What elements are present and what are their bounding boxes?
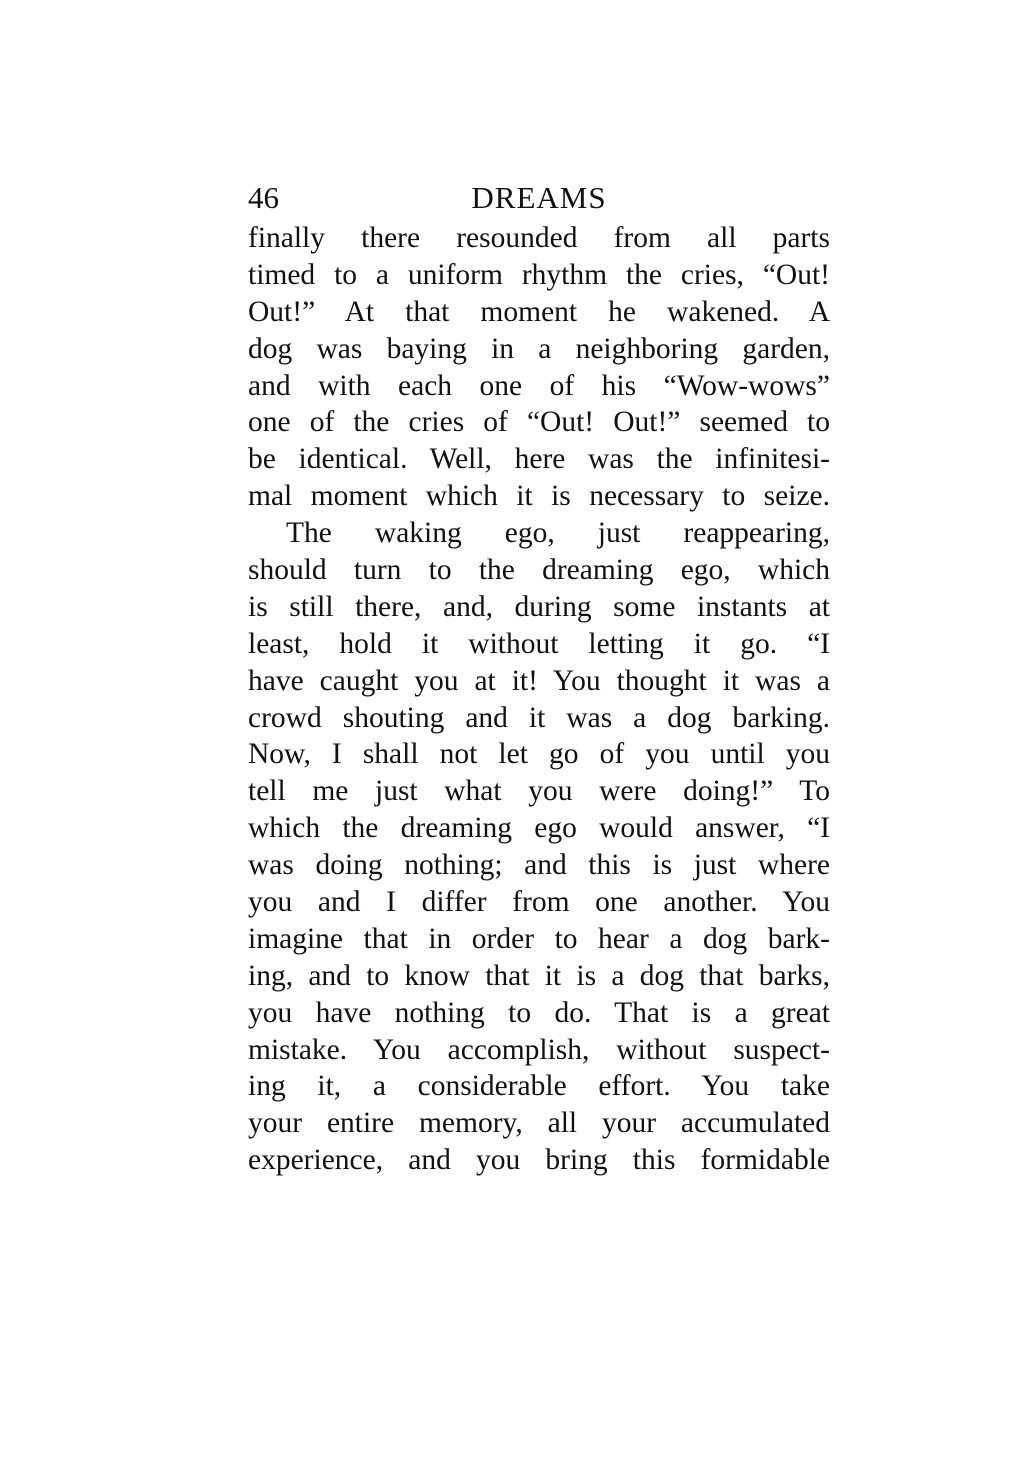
text-line: finally there resounded from all parts <box>248 222 830 254</box>
running-title: DREAMS <box>471 180 607 215</box>
text-line: be identical. Well, here was the infinitesi- <box>248 443 830 476</box>
text-line: is still there, and, during some instants at <box>248 590 830 623</box>
text-line: Out!” At that moment he wakened. A <box>248 295 830 328</box>
text-line: one of the cries of “Out! Out!” seemed to <box>248 406 830 439</box>
text-line: timed to a uniform rhythm the cries, “Out! <box>248 258 830 291</box>
page-body-text <box>248 220 830 1179</box>
text-line: was doing nothing; and this is just where <box>248 849 830 882</box>
text-line: least, hold it without letting it go. “I <box>248 627 830 660</box>
text-line: mal moment which it is necessary to seize. <box>248 480 830 513</box>
text-line: ing it, a considerable effort. You take <box>248 1070 830 1103</box>
text-line: experience, and you bring this formidable <box>248 1144 830 1177</box>
text-line: which the dreaming ego would answer, “I <box>248 812 830 845</box>
text-line: have caught you at it! You thought it was a <box>248 664 830 697</box>
text-line: ing, and to know that it is a dog that barks, <box>248 959 830 992</box>
paragraph-start-line: The waking ego, just reappearing, <box>286 517 830 550</box>
text-line: crowd shouting and it was a dog barking. <box>248 701 830 734</box>
text-line: mistake. You accomplish, without suspect- <box>248 1033 830 1066</box>
text-line: should turn to the dreaming ego, which <box>248 554 830 587</box>
text-line: your entire memory, all your accumulated <box>248 1107 830 1140</box>
text-line: tell me just what you were doing!” To <box>248 775 830 808</box>
text-line: and with each one of his “Wow-wows” <box>248 369 830 402</box>
text-line: dog was baying in a neighboring garden, <box>248 332 830 365</box>
text-line: you have nothing to do. That is a great <box>248 996 830 1029</box>
text-line: Now, I shall not let go of you until you <box>248 738 830 771</box>
page-header <box>248 180 830 224</box>
text-line: imagine that in order to hear a dog bark- <box>248 922 830 955</box>
text-line: you and I differ from one another. You <box>248 886 830 919</box>
page-number: 46 <box>248 180 279 215</box>
